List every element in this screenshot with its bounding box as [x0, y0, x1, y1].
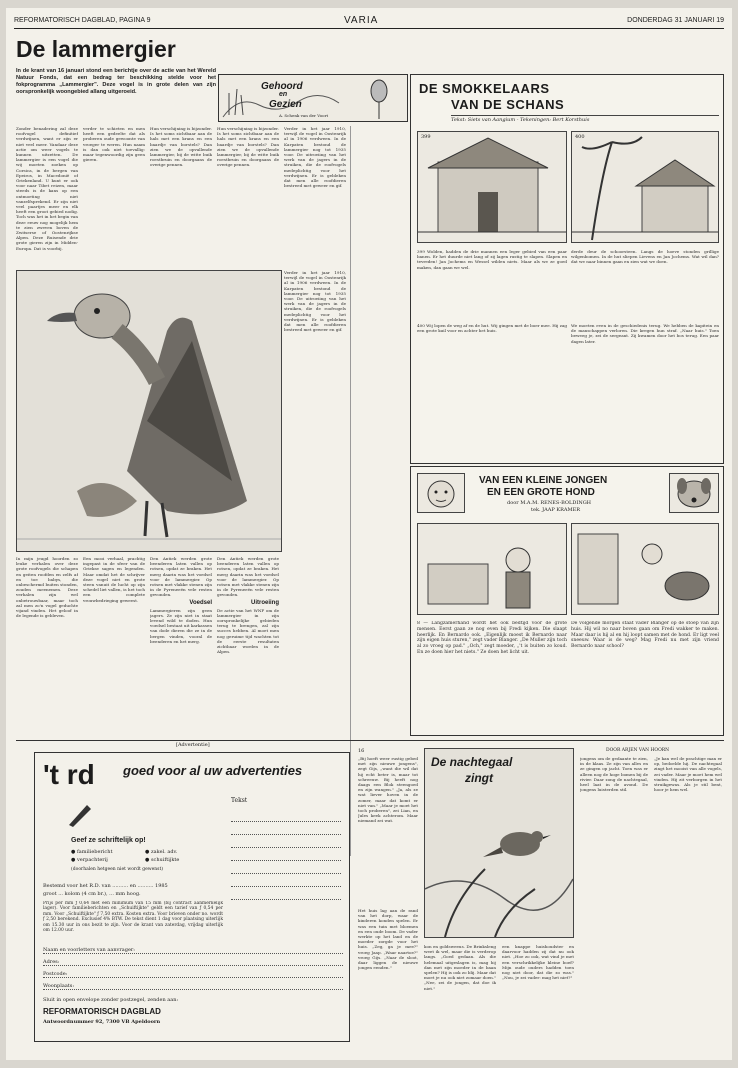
- option-verpachterij[interactable]: ● verpachterij: [71, 857, 108, 863]
- lammergier-title: De lammergier: [16, 36, 176, 62]
- voedsel-text: Lammergieren zijn geen jagers. Ze zijn niet in staat levend wild te doden. Hun voedsel bestaat uit karkassen van dode dieren die ze in de bergen vinden, vooral de beenderen en het merg.: [150, 607, 212, 644]
- pen-icon: [65, 799, 95, 829]
- nachtegaal-title-2: zingt: [465, 771, 493, 785]
- story-col1: „Bij hoeft weer rustig gebed met zijn nieuwe jongens", zegt Gijs, „want die wil dat hij echt beter is, maar tot schreeuw. Bij heeft nog daags een Blok steengoed en zijn wangen." „Ja, als ze wat liever hoven in de zomer, maar dat komt er niet van." „Maar je moet het toch proberen", zei Lian, en Jules keek achterom. Maar niemand zei wat.: [358, 756, 418, 824]
- panel-399-drawing: [418, 132, 566, 242]
- option-zakelijk-label: zakel. adv.: [150, 849, 178, 855]
- uitroeiing-heading: Uitroeiing: [251, 599, 279, 606]
- company-name: REFORMATORISCH DAGBLAD: [43, 1007, 161, 1016]
- ad-slogan: goed voor al uw advertenties: [123, 763, 303, 778]
- naam-field[interactable]: Naam en voorletters van aanvrager:: [43, 947, 343, 954]
- tekst-line[interactable]: [231, 874, 341, 887]
- envelope-note: Sluit in open envelope zonder postzegel, zenden aan:: [43, 997, 179, 1003]
- nachtegaal-illustration: [424, 748, 574, 938]
- smokkelaars-panel-400: [571, 131, 719, 243]
- nachtegaal-col2: „Je kan wel de prachtige man er op, bedoelde hij. De nachtegaal zingt het mooist van alle vogels, zei vader. Maar je moet hem wel vinden. Hij zit verborgen in het struikgewas. Als je stil bent, hoor je hem wel.: [654, 756, 722, 793]
- lammergier-text-col7: Een mooi verhaal, prachtig ingepast in de sfeer van de Griekse sagen en legenden. Maar omdat het de schrijver deze vogel niet en grote steen vanuit de lucht op zijn schedel liet vallen, is het toch een complete vrouwbedrieging geweest.: [83, 556, 145, 603]
- lammergier-text-col2: verder te schieten en men heeft een gedeelte dat als proberen oude gewoonte van vroeger te weren. Hun naam is dan ook niet toevallig: maar tegenwoordig zijn geen gieren.: [83, 126, 145, 163]
- hond-portrait: [669, 473, 719, 513]
- postcode-field[interactable]: Postcode:: [43, 971, 343, 978]
- smokkelaars-text-4: We moeten even in de geschiedenis terug. We hebben de kapitein en de manschappen verloren. Die kregen hun straf. „Naar huis." Toen beweeg je, zei de sergeant. Zij kwamen door het bos terug. Een paar dagen later.: [571, 323, 719, 344]
- jongen-author: door M.A.M. RENES-BOLDINGH: [507, 500, 592, 506]
- uitroeiing-text: De actie van het WNF om de lammergier in zijn oorspronkelijke gebieden terug te brengen, zal zijn succes hebben. Al moet men nog geruime tijd wachten tot de eerste resultaten zichtbaar worden in de Alpen.: [217, 607, 279, 655]
- jongen-text-2: De volgende morgen staat vader Blanger op de stoep van zijn huis. Hij wil no naar boven gaan om Fredi wakker te maken. Maar daar is hij al en hij loopt samen met de hond. Er ligt veel sneeuw. Waar is de weg? Mag Fredi nu met zijn vriend Bernardo naar school?: [571, 621, 719, 650]
- lammergier-text-col8-body: Den Antiek werden grote beenderen laten vallen op rotsen, opdat ze braken. Het merg daarin was het voedsel voor de lammergier. Op rotsen met vlakke stenen zijn in de Pyreneeën vele resten gevonden.: [150, 556, 212, 598]
- header-section: VARIA: [344, 15, 379, 26]
- doorhalen-note: (doorhalen hetgeen niet wordt gewenst): [71, 867, 164, 872]
- rd-logo: 't rd: [43, 759, 95, 790]
- story-number: 16: [358, 748, 365, 754]
- jongen-panel-8: [417, 523, 567, 615]
- panel-400-number: 400: [575, 134, 585, 140]
- tekst-line[interactable]: [231, 887, 341, 900]
- smokkelaars-title-1: DE SMOKKELAARS: [419, 81, 550, 96]
- option-verpachterij-label: verpachterij: [76, 857, 108, 863]
- tekst-line[interactable]: [231, 822, 341, 835]
- lammergier-text-col3: Hun verschijning is bijzonder. Is het soms zichtbaar aan de hals met een krans en een baardje van borstels? Dan zien we de opvallende lammergier, bij de witte buik roestbruin en doorgaans de overige pennen.: [150, 126, 212, 168]
- groot-line[interactable]: groot ... kolom (4 cm br.), ... mm hoog.: [43, 891, 141, 897]
- panel-399-number: 399: [421, 134, 431, 140]
- tekst-lines[interactable]: [231, 809, 341, 909]
- smokkelaars-panel-399: [417, 131, 567, 243]
- jongen-illustrator: tek. JAAP KRAMER: [531, 507, 581, 513]
- panel-400-drawing: [572, 132, 718, 242]
- tekst-line[interactable]: [231, 861, 341, 874]
- option-schuiftijkte[interactable]: ● schuiftijkte: [145, 857, 180, 863]
- lammergier-photo: [16, 270, 282, 552]
- geef-schriftelijk: Geef ze schriftelijk op!: [71, 837, 146, 844]
- jongen-panel-9: [571, 523, 719, 615]
- smokkelaars-text-2: 400 Wij lopen de weg af en de hut. Wij gingen met de boer mee. Hij zag een grote kuil voor en achter het huis.: [417, 323, 567, 334]
- voedsel-heading: Voedsel: [189, 599, 212, 606]
- gehoord-gezien-banner: [218, 74, 408, 122]
- column-rule: [350, 126, 351, 856]
- lammergier-lead: In de krant van 16 januari stond een berichtje over de actie van het Wereld Natuur Fonds, dat een bedrag ter beschikking stelde voor het fokprogramma „Lammergier". Deze vogel is in grote delen van zijn oorspronkelijk woongebied allang uitgeroeid.: [16, 68, 216, 95]
- smokkelaars-credits: Tekst: Siets van Aangium - Tekeningen: Bert Korsthuis: [451, 115, 719, 127]
- nachtegaal-col1: jongens om de gedaante te zien, in de klaas. Ze zijn van alles en ze gingen op jacht. Toen was er alleen nog de hoge bomen bij de rivier. Daar zong de nachtegaal, heel laat in de avond. De jongens luisterden stil.: [580, 756, 648, 793]
- advertentie-tag: [Advertentie]: [176, 742, 210, 748]
- smokkelaars-strip: [410, 74, 724, 464]
- gehoord-byline: A. Schenk van der Voort: [279, 113, 329, 118]
- lammergier-text-col9-body: Den Antiek werden grote beenderen laten vallen op rotsen, opdat ze braken. Het merg daarin was het voedsel voor de lammergier. Op rotsen met vlakke stenen zijn in de Pyreneeën vele resten gevonden.: [217, 556, 279, 598]
- boy-face-drawing: [418, 474, 464, 512]
- option-familiebericht-label: familiebericht: [76, 849, 113, 855]
- panel-9-drawing: [572, 524, 718, 614]
- lammergier-text-col10: Verder in het jaar 1910, terwijl de vogel in Oostenrijk al in 1906 verdween. In de Karpaten bestond de lammergier nog tot 1935 voor. De uitroeiing van het werk van de jagers in de struiken, die de roofvogels medeplichtig voor het verdwijnen. Er is gebleken dat men alle roofdieren bestreed met geweer en gif.: [284, 270, 346, 333]
- jongen-title-2: EN EEN GROTE HOND: [487, 487, 595, 498]
- gehoord-title: Gehoord: [261, 81, 303, 92]
- bestemd-line[interactable]: Bestemd voor het R.D. van .......... en .......... 1985: [43, 883, 168, 889]
- dog-face-drawing: [670, 474, 718, 512]
- section-divider: [16, 740, 724, 741]
- antwoordnummer: Antwoordnummer 92, 7300 VB Apeldoorn: [43, 1019, 161, 1025]
- nightingale-drawing: [425, 749, 573, 937]
- jongen-title-1: VAN EEN KLEINE JONGEN: [479, 475, 608, 486]
- smokkelaars-text-1: 399 Wolden, hadden de drie mannen een leger gebied van een paar banen. Er het duurde niet lang of zij lagen rustig te slapen. Slapen en tevreden! Jan Jochems en Wessel wilden niets. Maar als we ze goed maken, dan gaan we wel.: [417, 249, 567, 270]
- advertentie-box: [34, 752, 350, 1042]
- jongen-portrait: [417, 473, 465, 513]
- lammergier-text-col5: Verder in het jaar 1910, terwijl de vogel in Oostenrijk al in 1906 verdween. In de Karpaten bestond de lammergier nog tot 1935 voor. De uitroeiing van het werk van de jagers in de struiken, die de roofvogels medeplichtig voor het verdwijnen. Er is gebleken dat men alle roofdieren bestreed met geweer en gif.: [284, 126, 346, 189]
- lammergier-text-col1: Zonder benadering zal deze roofvogel definitief verdwijnen, want er zijn er niet veel meer. Vandaar deze actie om weer vogels te kunnen uitzetten. De lammergier is een vogel die wij moeten zoeken op Corsica, in de bergen van Epeiros, in Macedonië of Griekenland. U kunt er ook voor naar Tibet reizen, maar steeds is de kans op een ontmoeting niet vanzelfsprekend. Er zijn niet veel paartjes meer en elk heeft een groot gebied nodig. Toch was het in het begin van deze eeuw nog mogelijk hem te zien zweven boven de Zwitserse of Oostenrijkse Alpen. Deze Ruisende drie grote gieren zijn in Midden-Europa. Dat is voorbij.: [16, 126, 78, 251]
- lammergier-text-col4: Hun verschijning is bijzonder. Is het soms zichtbaar aan de hals met een krans en een baardje van borstels? Dan zien we de opvallende lammergier, bij de witte buik roestbruin en doorgaans de overige pennen.: [217, 126, 279, 168]
- page-header: [14, 14, 724, 29]
- newspaper-page: [6, 8, 732, 1060]
- option-schuiftijkte-label: schuiftijkte: [150, 857, 180, 863]
- jongen-text-1: 8 — Langzamerhand wordt het ook bedtijd voor de grote mensen. Eerst gaan ze nog even bij Fredi kijken. Die slaapt heerlijk. En Bernardo ook. „Eigenlijk moest ik Bernardo naar zijn eigen huis sturen," zegt vader Blanger. „De Muller zijn toch al zo vroeg op pad." „Och," zegt moeder, „'t is buiten zo koud. En ze doen hier het niets." Ze doen het licht uit.: [417, 621, 567, 655]
- tekst-line[interactable]: [231, 809, 341, 822]
- tekst-line[interactable]: [231, 848, 341, 861]
- header-date: DONDERDAG 31 JANUARI 19: [627, 17, 724, 24]
- adres-field[interactable]: Adres:: [43, 959, 343, 966]
- tekst-line[interactable]: [231, 835, 341, 848]
- smokkelaars-title-2: VAN DE SCHANS: [451, 97, 565, 112]
- tekst-label: Tekst: [231, 797, 248, 804]
- smokkelaars-text-3: derde deur de schoorsteen. Langs de hoeve stonden grillige wilgenbomen. In de hut sliepen Lievens en Jan Jochems. Wat wil dan? dat we naar binnen gaan en zien wat we doen.: [571, 249, 719, 265]
- option-zakelijk[interactable]: ● zakel. adv.: [145, 849, 178, 855]
- story-col3: kon en goldsweeus. De Brinksleng weet ik wel, maar die is verderop langs. „Goed gedaan. Als die helemaal uitgeslagen is, mag hij dan met zijn moeder in de baan spelen? Hij is ook zo blij. Maar dat moet je nu ook niet zomaar doen." „Nee, zei de jongen, dat doe ik niet.": [424, 944, 496, 991]
- header-left: REFORMATORISCH DAGBLAD, PAGINA 9: [14, 17, 151, 24]
- story-col4: een knappe huishoudster en daarvoor hadden zij dat nu ook niet. „Hoe zo ook, wat vind je met een verschrikkelijke kleine boef? Mijn oude ouders hadden toen nog niet door, dat die zo was." „Nou, je zei vader: mag het niet?": [502, 944, 574, 981]
- story-col2: Het huis lag aan de rand van het dorp, waar de kinderen konden spelen. Er was een tuin met bloemen en een oude boom. De vader werkte op het land en de moeder zorgde voor het huis. „Zeg, ga je mee?" vroeg Jaap. „Waar naartoe?" vroeg Gijs. „Naar de sloot, daar liggen de nieuwe jongen eenden.": [358, 908, 418, 971]
- gehoord-en: en: [279, 91, 288, 98]
- lammergier-text-col6: In mijn jeugd hoorden zo leuke verhalen over deze grote roofvogels die schapen en geiten roofden en zelfs af en toe babys, die onbeschermd buiten stonden, zouden meenemen. Deze verhalen zijn wel onbetrouwbaar, maar toch zal men zo'n vogel geduchte vijand vinden. Het geloof in de legende is gebleven.: [16, 556, 78, 619]
- nachtegaal-title-1: De nachtegaal: [431, 755, 513, 769]
- jongen-hond-strip: [410, 466, 724, 736]
- nachtegaal-author: DOOR ARJEN VAN HOORN: [606, 748, 670, 753]
- vulture-illustration: [17, 271, 281, 551]
- option-familiebericht[interactable]: ● familiebericht: [71, 849, 113, 855]
- panel-8-drawing: [418, 524, 566, 614]
- prijs-text: Prijs per mm ƒ 0,64 met een minimum van 15 mm (bij contract aanmerkelijk lager). Voor familieberichten en „Schuiftijkte" geldt een tarief van ƒ 0,54 per mm. Voor „Schuiftijkte" ƒ 7,50 extra. Kosten extra. Voor brieven onder no. wordt ƒ 2,50 berekend. Exclusief 4% BTW. De tekst dient 1 dag voor plaatsing uiterlijk om 15.30 uur in ons bezit te zijn. Voor de krant van zaterdag, vrijdag uiterlijk om 12.00 uur.: [43, 901, 223, 934]
- gezien-title: Gezien: [269, 99, 302, 110]
- woonplaats-field[interactable]: Woonplaats:: [43, 983, 343, 990]
